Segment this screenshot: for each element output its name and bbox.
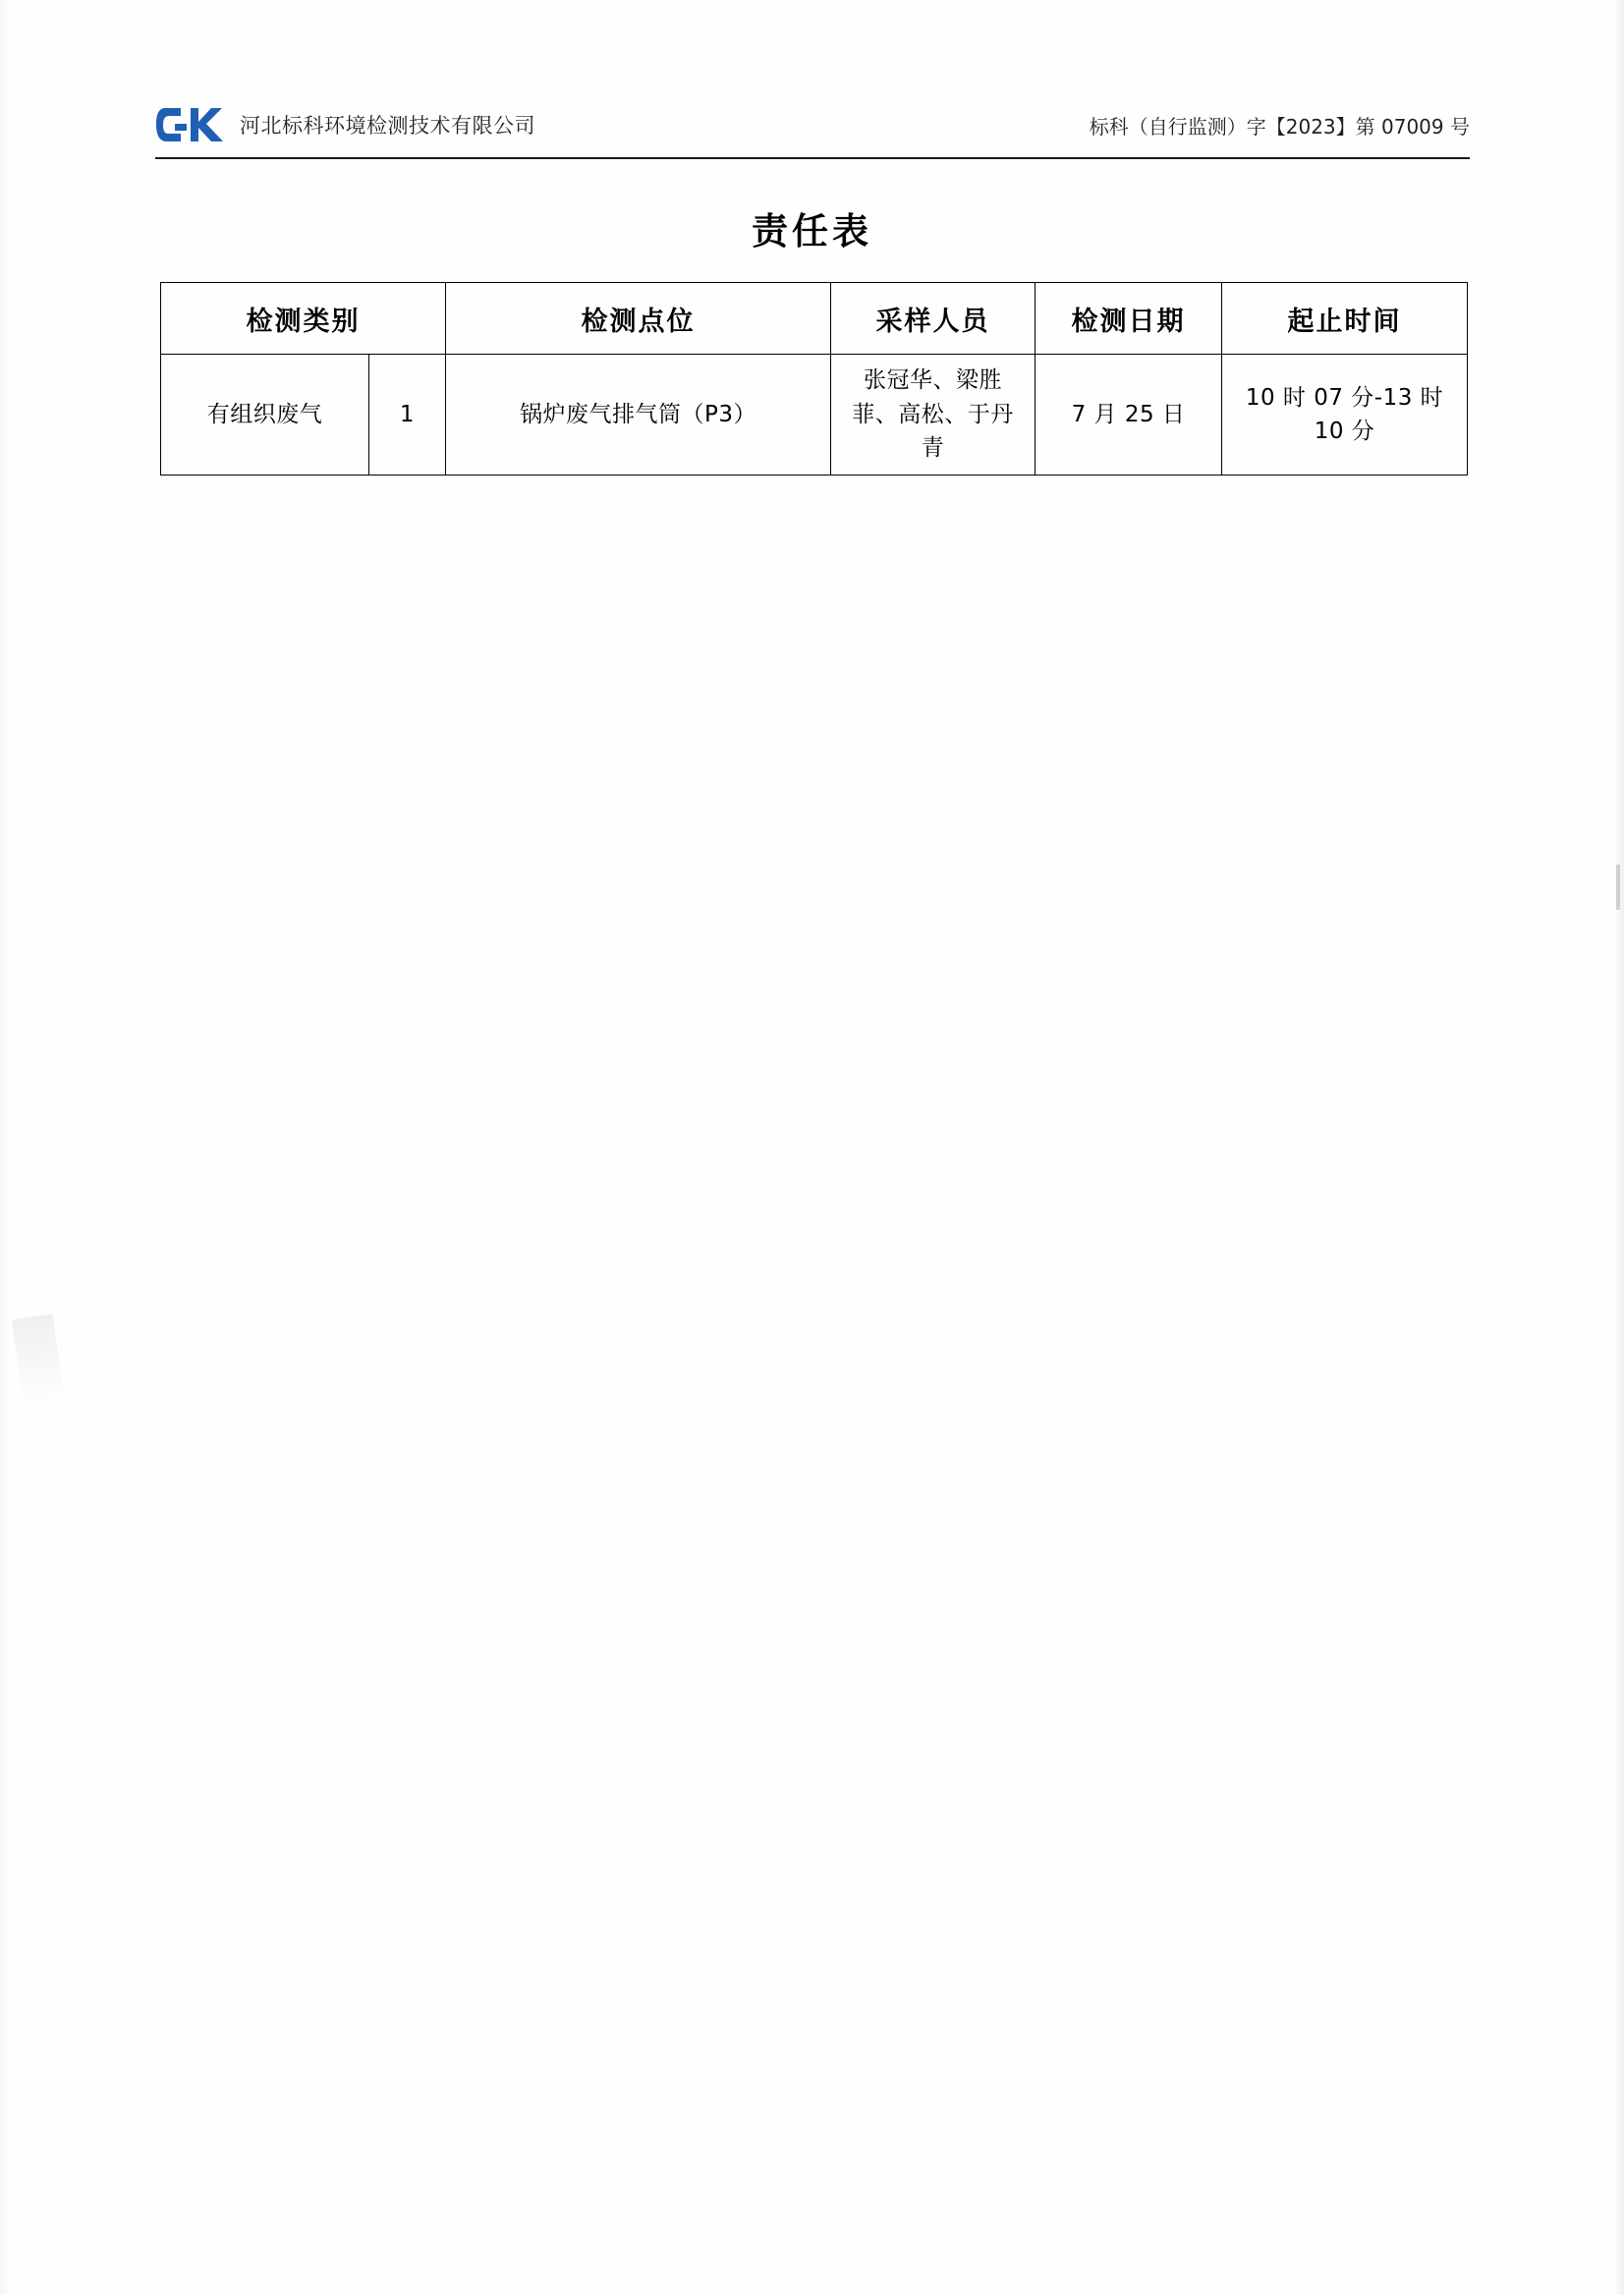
responsibility-table-wrapper xyxy=(160,282,1467,476)
header-divider xyxy=(155,157,1470,159)
cell-seq-text: 1 xyxy=(399,401,416,427)
table-header-row xyxy=(161,283,1468,355)
cell-staff-text: 张冠华、梁胜菲、高松、于丹青 xyxy=(852,367,1014,462)
responsibility-table xyxy=(160,282,1468,476)
cell-category xyxy=(161,355,369,476)
cell-seq xyxy=(369,355,446,476)
cell-category-text: 有组织废气 xyxy=(206,401,323,427)
table-header xyxy=(161,283,1468,355)
scan-artifact xyxy=(12,1315,65,1408)
scan-edge-right xyxy=(1614,0,1624,2295)
cell-staff xyxy=(831,355,1036,476)
cell-date xyxy=(1036,355,1222,476)
table-body xyxy=(161,355,1468,476)
column-header-point: 检测点位 xyxy=(446,283,831,355)
cell-date-text: 7 月 25 日 xyxy=(1071,401,1186,427)
gk-logo-icon xyxy=(155,104,226,145)
column-header-category: 检测类别 xyxy=(161,283,446,355)
scan-edge-left xyxy=(0,0,10,2295)
column-header-staff: 采样人员 xyxy=(831,283,1036,355)
table-row xyxy=(161,355,1468,476)
cell-time-text: 10 时 07 分-13 时 10 分 xyxy=(1245,384,1444,444)
header-left-group xyxy=(155,104,535,145)
column-header-time: 起止时间 xyxy=(1222,283,1468,355)
page-title: 责任表 xyxy=(752,210,872,252)
page-header xyxy=(155,94,1470,155)
column-header-date: 检测日期 xyxy=(1036,283,1222,355)
scan-edge-tick xyxy=(1616,865,1620,910)
company-name: 河北标科环境检测技术有限公司 xyxy=(240,114,535,138)
cell-time xyxy=(1222,355,1468,476)
cell-point-text: 锅炉废气排气筒（P3） xyxy=(519,401,756,427)
document-code: 标科（自行监测）字【2023】第 07009 号 xyxy=(1089,114,1470,139)
cell-point xyxy=(446,355,831,476)
